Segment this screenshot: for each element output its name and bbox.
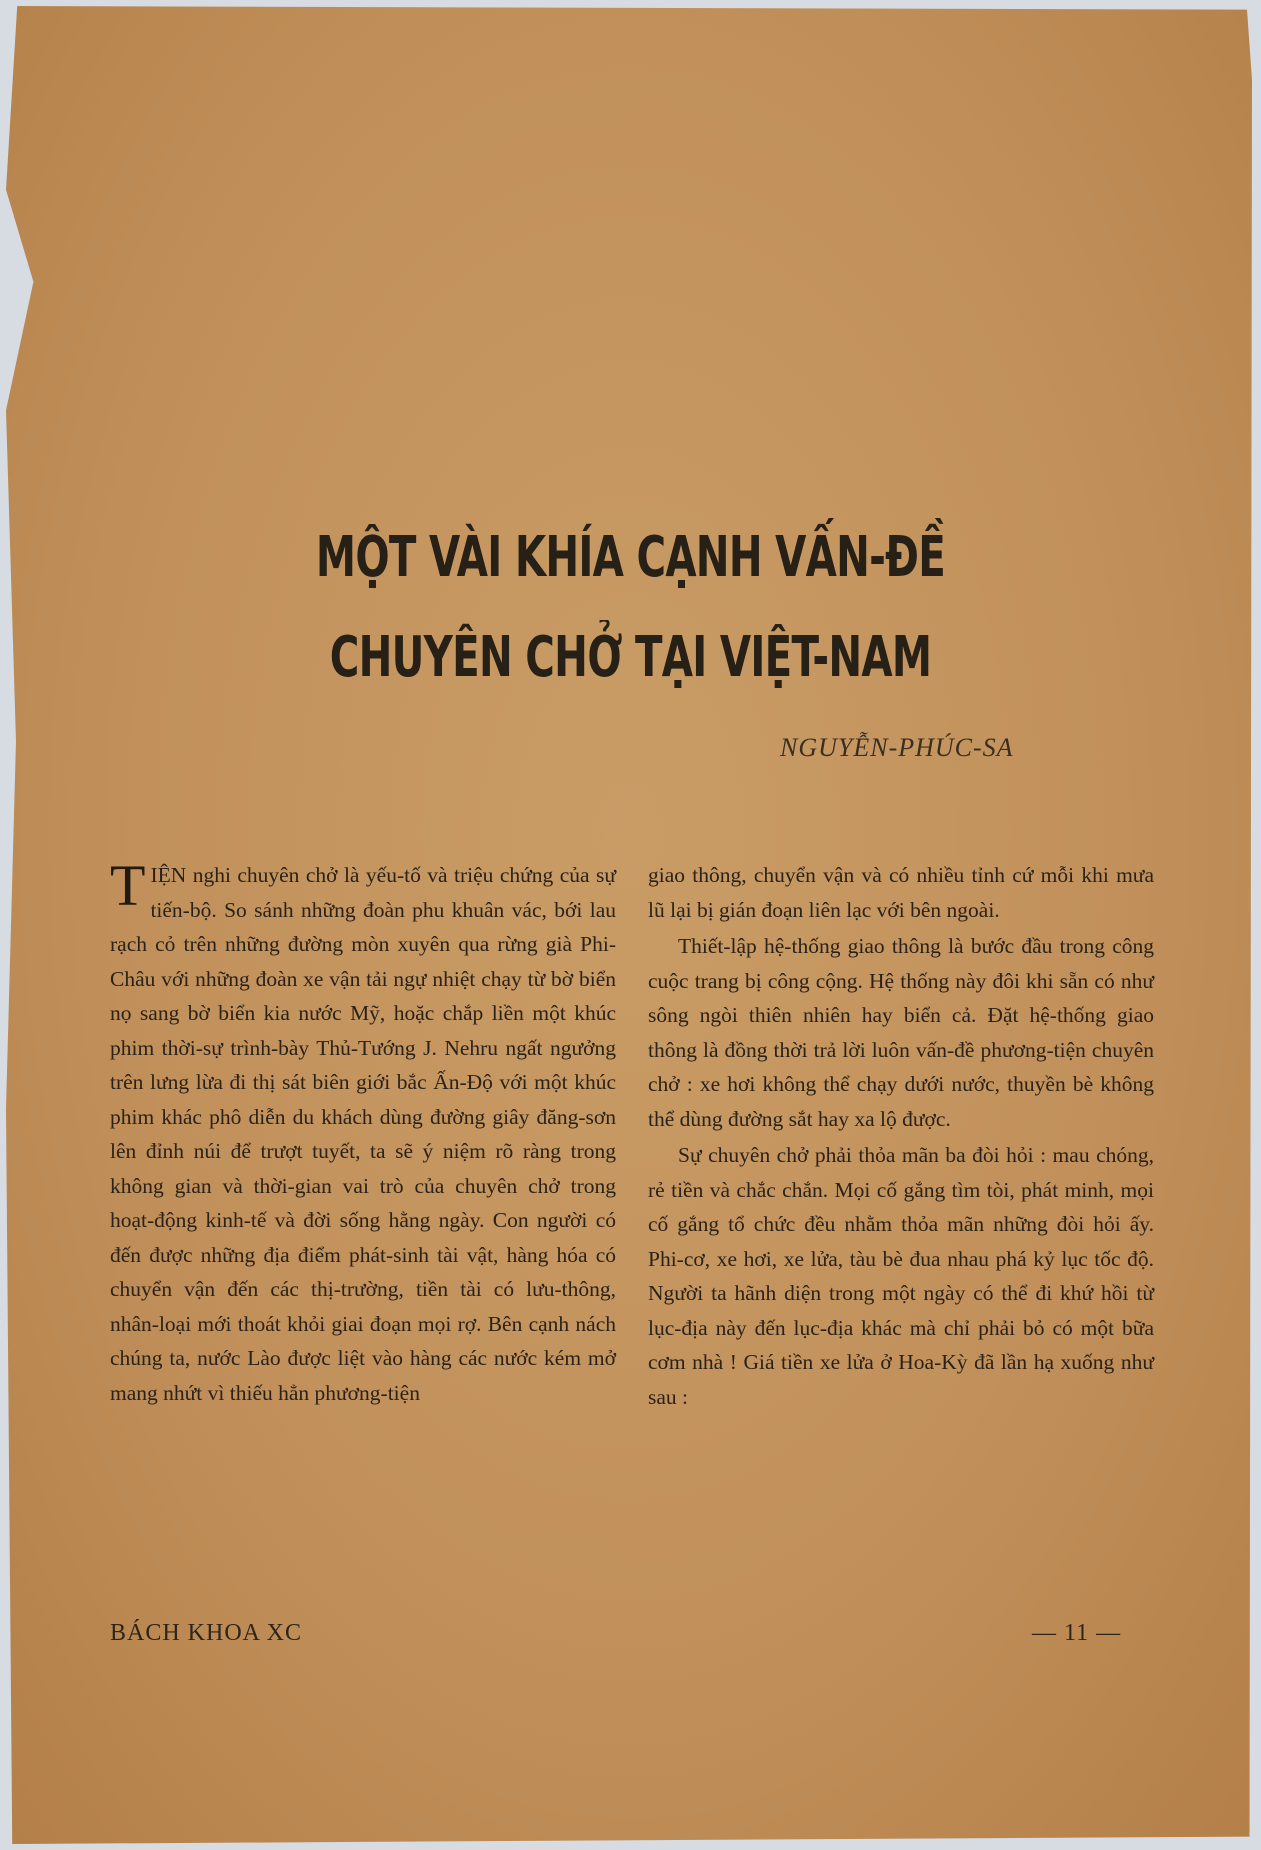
body-paragraph (110, 853, 616, 1410)
right-column (648, 858, 1154, 1414)
left-paragraph-text: IỆN nghi chuyên chở là yếu-tố và triệu chứng của sự tiến-bộ. So sánh những đoàn phu khuân vác, bới lau rạch cỏ trên những đường mòn xuyên qua rừng già Phi-Châu với những đoàn xe vận tải ngự nhiệt chạy từ bờ biển nọ sang bờ biển kia nước Mỹ, hoặc chắp liền một khúc phim thời-sự trình-bày Thủ-Tướng J. Nehru ngất ngưởng trên lưng lừa đi thị sát biên giới bắc Ấn-Độ với một khúc phim khác phô diễn du khách dùng đường giây đăng-sơn lên đỉnh núi để trượt tuyết, ta sẽ ý niệm rõ ràng trong không gian và thời-gian vai trò của chuyên chở trong hoạt-động kinh-tế và đời sống hằng ngày. Con người có đến được những địa điểm phát-sinh tài vật, hàng hóa có chuyển vận đến các thị-trường, tiền tài có lưu-thông, nhân-loại mới thoát khỏi giai đoạn mọi rợ. Bên cạnh nách chúng ta, nước Lào được liệt vào hàng các nước kém mở mang nhứt vì thiếu hẳn phương-tiện (110, 863, 616, 1405)
publication-name: BÁCH KHOA XC (110, 1620, 303, 1646)
article-title-line-2: CHUYÊN CHỞ TẠI VIỆT-NAM (329, 625, 932, 690)
body-paragraph: Thiết-lập hệ-thống giao thông là bước đầu trong công cuộc trang bị công cộng. Hệ thống này đôi khi sẵn có như sông ngòi thiên nhiên hay biển cả. Đặt hệ-thống giao thông là đồng thời trả lời luôn vấn-đề phương-tiện chuyên chở : xe hơi không thể chạy dưới nước, thuyền bè không thể dùng đường sắt hay xa lộ được. (648, 934, 1154, 1131)
body-paragraph: Sự chuyên chở phải thỏa mãn ba đòi hỏi : mau chóng, rẻ tiền và chắc chắn. Mọi cố gắng tìm tòi, phát minh, mọi cố gắng tổ chức đều nhằm thỏa mãn những đòi hỏi ấy. Phi-cơ, xe hơi, xe lửa, tàu bè đua nhau phá kỷ lục tốc độ. Người ta hãnh diện trong một ngày có thể đi khứ hồi từ lục-địa này đến lục-địa khác mà chỉ phải bỏ có một bữa cơm nhà ! Giá tiền xe lửa ở Hoa-Kỳ đã lần hạ xuống như sau : (648, 1143, 1154, 1409)
article-title-line-1: MỘT VÀI KHÍA CẠNH VẤN-ĐỀ (315, 525, 946, 590)
left-column (110, 853, 616, 1410)
drop-cap: T (110, 853, 146, 918)
article-author: NGUYỄN-PHÚC-SA (780, 733, 1014, 762)
page-number: — 11 — (1032, 1620, 1122, 1646)
body-paragraph: giao thông, chuyển vận và có nhiều tỉnh cứ mỗi khi mưa lũ lại bị gián đoạn liên lạc với bên ngoài. (648, 863, 1154, 922)
